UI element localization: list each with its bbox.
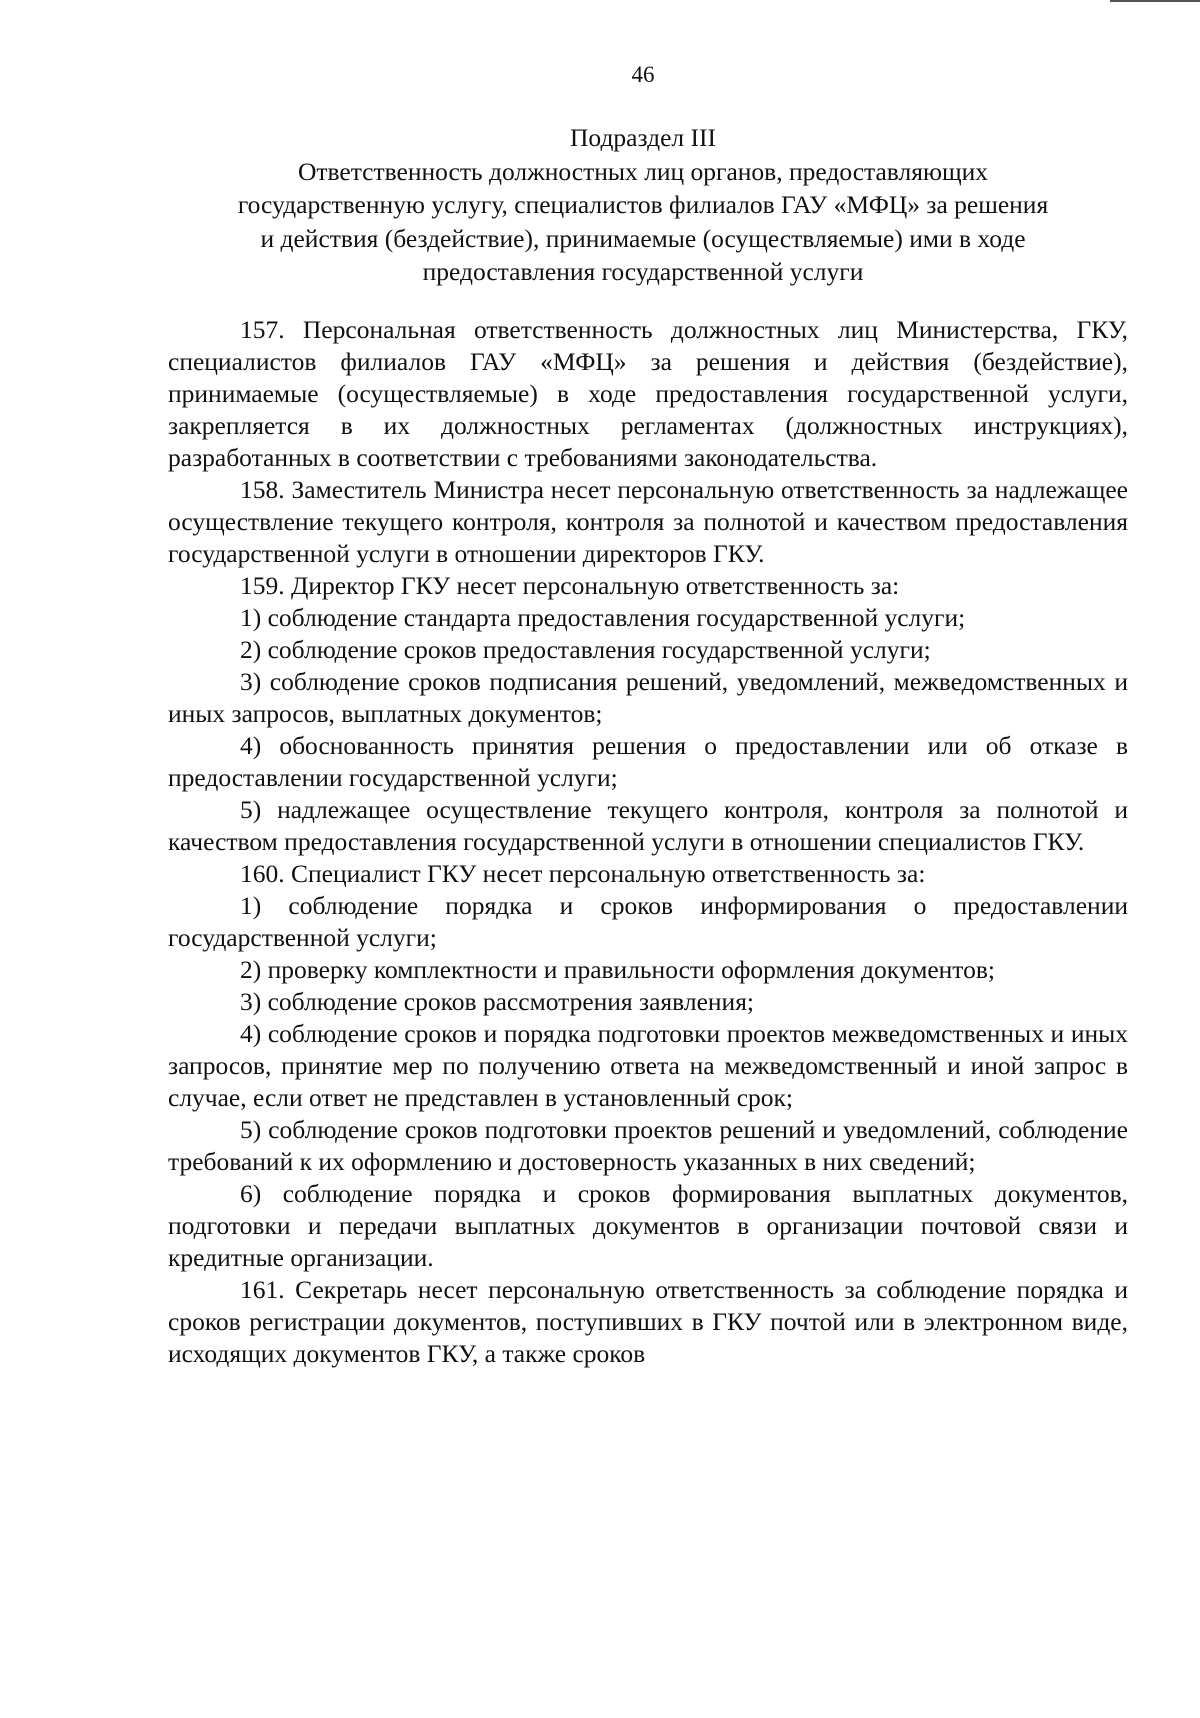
list-item: 2) проверку комплектности и правильности оформления документов; [240, 955, 995, 984]
heading-title-line: предоставления государственной услуги [422, 257, 864, 287]
heading-title-line: и действия (бездействие), принимаемые (осуществляемые) ими в ходе [260, 223, 1026, 253]
section-heading [170, 121, 1116, 289]
list-item: 1) соблюдение порядка и сроков информирования о предоставлении государственной услуги; [168, 891, 1128, 952]
list-item: 3) соблюдение сроков подписания решений, уведомлений, межведомственных и иных запросов, выплатных документов; [168, 667, 1128, 728]
list-item: 2) соблюдение сроков предоставления государственной услуги; [240, 635, 931, 664]
paragraph-157: 157. Персональная ответственность должностных лиц Министерства, ГКУ, специалистов филиалов ГАУ «МФЦ» за решения и действия (бездействие), принимаемые (осуществляемые) в ходе предоставления государственной услуги, закрепляется в их должностных регламентах (должностных инструкциях), разработанных в соответствии с требованиями законодательства. [168, 315, 1128, 472]
list-item: 3) соблюдение сроков рассмотрения заявления; [240, 987, 755, 1016]
list-item: 6) соблюдение порядка и сроков формирования выплатных документов, подготовки и передачи выплатных документов в организации почтовой связи и кредитные организации. [168, 1179, 1128, 1272]
paragraph-160: 160. Специалист ГКУ несет персональную ответственность за: [240, 859, 926, 888]
list-item: 4) соблюдение сроков и порядка подготовки проектов межведомственных и иных запросов, принятие мер по получению ответа на межведомственный и иной запрос в случае, если ответ не представлен в установленный срок; [168, 1019, 1128, 1112]
heading-title-line: государственную услугу, специалистов филиалов ГАУ «МФЦ» за решения [237, 190, 1049, 220]
scan-edge-mark [1110, 0, 1200, 2]
subsection-label: Подраздел III [570, 123, 716, 152]
paragraph-158: 158. Заместитель Министра несет персональную ответственность за надлежащее осуществление текущего контроля, контроля за полнотой и качеством предоставления государственной услуги в отношении директоров ГКУ. [168, 475, 1128, 568]
document-body [168, 314, 1128, 1370]
heading-title-line: Ответственность должностных лиц органов, предоставляющих [297, 156, 989, 186]
list-item: 4) обоснованность принятия решения о предоставлении или об отказе в предоставлении государственной услуги; [168, 731, 1128, 792]
list-item: 5) надлежащее осуществление текущего контроля, контроля за полнотой и качеством предоставления государственной услуги в отношении специалистов ГКУ. [168, 795, 1128, 856]
list-item: 5) соблюдение сроков подготовки проектов решений и уведомлений, соблюдение требований к их оформлению и достоверность указанных в них сведений; [168, 1115, 1128, 1176]
paragraph-159: 159. Директор ГКУ несет персональную ответственность за: [240, 571, 900, 600]
paragraph-161: 161. Секретарь несет персональную ответственность за соблюдение порядка и сроков регистрации документов, поступивших в ГКУ почтой или в электронном виде, исходящих документов ГКУ, а также сроков [168, 1275, 1128, 1368]
page-number: 46 [631, 62, 655, 87]
list-item: 1) соблюдение стандарта предоставления государственной услуги; [240, 603, 966, 632]
